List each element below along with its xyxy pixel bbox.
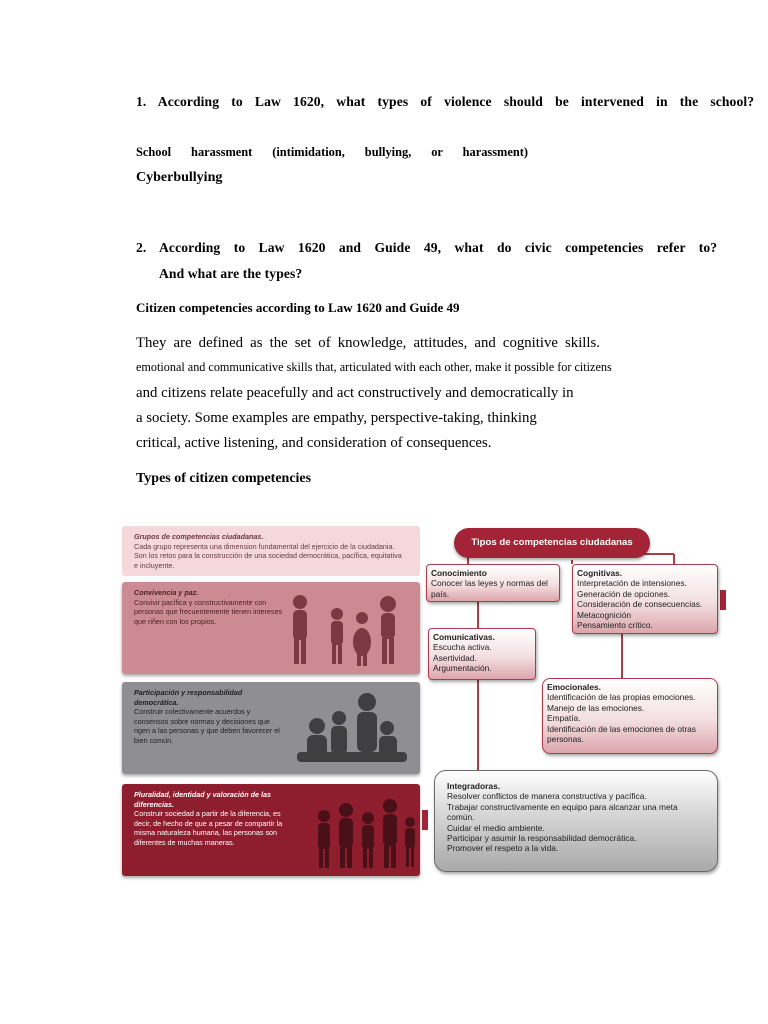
band-participacion-title: Participación y responsabilidad democrática. bbox=[134, 688, 243, 707]
box-cognitivas-item: Generación de opciones. bbox=[577, 588, 671, 599]
box-emocionales-title: Emocionales. bbox=[547, 682, 601, 692]
box-integradoras bbox=[434, 770, 718, 872]
box-integradoras-item: Cuidar el medio ambiente. bbox=[447, 822, 545, 833]
box-integradoras-item: Promover el respeto a la vida. bbox=[447, 843, 559, 854]
band-participacion bbox=[122, 682, 420, 774]
box-integradoras-item: Trabajar constructivamente en equipo para alcanzar una meta común. bbox=[447, 801, 678, 823]
band-groups-title: Grupos de competencias ciudadanas. bbox=[134, 532, 264, 541]
box-cognitivas-item: Metacognición bbox=[577, 609, 632, 620]
box-conocimiento-item: Conocer las leyes y normas del país. bbox=[431, 578, 548, 599]
band-participacion-text: Construir colectivamente acuerdos y consensos sobre normas y decisiones que rigen a las personas y que deben favorecer el bien común. bbox=[134, 707, 280, 745]
band-groups bbox=[122, 526, 420, 576]
box-cognitivas-item: Consideración de consecuencias. bbox=[577, 599, 703, 610]
box-cognitivas bbox=[572, 564, 718, 634]
box-cognitivas-item: Pensamiento crítico. bbox=[577, 620, 653, 631]
question-2 bbox=[136, 240, 717, 256]
box-cognitivas-title: Cognitivas. bbox=[577, 568, 623, 578]
band-convivencia-title: Convivencia y paz. bbox=[134, 588, 199, 597]
box-comunicativas-item: Argumentación. bbox=[433, 663, 492, 674]
box-emocionales-item: Identificación de las propias emociones. bbox=[547, 692, 696, 703]
box-integradoras-title: Integradoras. bbox=[447, 781, 501, 791]
competencies-figure bbox=[112, 502, 726, 882]
band-pluralidad-text: Construir sociedad a partir de la diferencia, es decir, de hecho de que a pesar de compartir la misma naturaleza humana, las personas son diferentes de muchas maneras. bbox=[134, 809, 283, 847]
box-comunicativas-item: Escucha activa. bbox=[433, 642, 492, 653]
answer-1-line-2: Cyberbullying bbox=[136, 170, 223, 185]
box-conocimiento bbox=[426, 564, 560, 602]
box-comunicativas-title: Comunicativas. bbox=[433, 632, 495, 642]
subheading-citizen-competencies: Citizen competencies according to Law 1620 and Guide 49 bbox=[136, 300, 460, 315]
box-emocionales-item: Empatía. bbox=[547, 713, 581, 724]
band-pluralidad bbox=[122, 784, 420, 876]
band-groups-text: Cada grupo representa una dimension fundamental del ejercicio de la ciudadania. Son los retos para la construcción de una sociedad democrática, pacífica, equitativa e incluyente. bbox=[134, 541, 402, 570]
definition-line-4: a society. Some examples are empathy, perspective-taking, thinking bbox=[136, 410, 537, 426]
types-heading: Types of citizen competencies bbox=[136, 471, 312, 486]
band-pluralidad-title: Pluralidad, identidad y valoración de las diferencias. bbox=[134, 790, 272, 809]
types-root-pill bbox=[454, 528, 650, 558]
box-cognitivas-item: Interpretación de intensiones. bbox=[577, 578, 687, 589]
band-convivencia-text: Convivir pacífica y constructivamente con personas que frecuentemente tienen intereses que riñen con los propios. bbox=[134, 597, 283, 626]
box-integradoras-item: Resolver conflictos de manera constructiva y pacífica. bbox=[447, 791, 647, 802]
box-emocionales bbox=[542, 678, 718, 754]
question-1 bbox=[136, 94, 754, 110]
q1-number: 1. bbox=[136, 94, 147, 109]
answer-1-line-1: School harassment (intimidation, bullying, or harassment) bbox=[136, 145, 529, 159]
box-integradoras-item: Participar y asumir la responsabilidad democrática. bbox=[447, 833, 637, 844]
box-comunicativas bbox=[428, 628, 536, 680]
definition-line-5: critical, active listening, and consideration of consequences. bbox=[136, 435, 492, 451]
box-conocimiento-title: Conocimiento bbox=[431, 568, 487, 578]
question-2-line-2: And what are the types? bbox=[159, 266, 303, 281]
box-emocionales-item: Identificación de las emociones de otras personas. bbox=[547, 723, 696, 745]
people-silhouette-icon bbox=[282, 590, 412, 670]
box-emocionales-item: Manejo de las emociones. bbox=[547, 702, 645, 713]
diverse-people-silhouette-icon bbox=[310, 794, 420, 872]
band-convivencia bbox=[122, 582, 420, 674]
definition-line-1: They are defined as the set of knowledge, attitudes, and cognitive skills. bbox=[136, 335, 600, 351]
definition-line-3: and citizens relate peacefully and act constructively and democratically in bbox=[136, 385, 574, 401]
definition-line-2: emotional and communicative skills that, articulated with each other, make it possible for citizens bbox=[136, 360, 612, 374]
q2-number: 2. bbox=[136, 240, 147, 255]
question-1-text: 1. According to Law 1620, what types of violence should be intervened in the school? bbox=[136, 94, 755, 109]
types-root-label: Tipos de competencias ciudadanas bbox=[471, 537, 633, 548]
question-2-line-1: 2. According to Law 1620 and Guide 49, what do civic competencies refer to? bbox=[136, 240, 718, 255]
group-silhouette-icon bbox=[287, 688, 417, 770]
box-comunicativas-item: Asertividad. bbox=[433, 652, 477, 663]
